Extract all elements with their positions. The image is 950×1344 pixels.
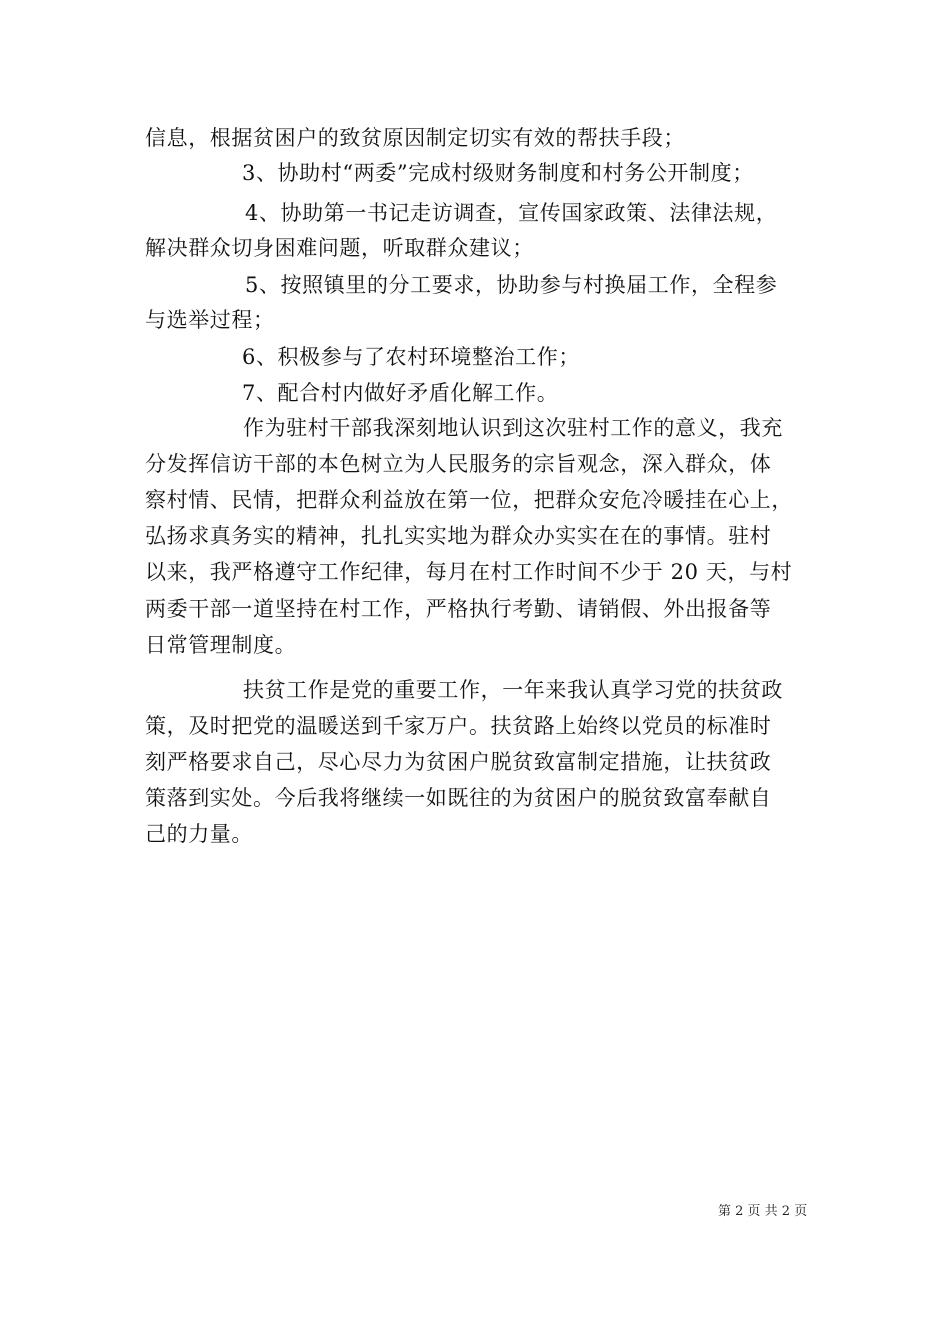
list-item-3: 3、协助村“两委”完成村级财务制度和村务公开制度； [242,161,754,185]
text-line: 两委干部一道坚持在村工作，严格执行考勤、请销假、外出报备等 [145,597,772,621]
text-line: 策，及时把党的温暖送到千家万户。扶贫路上始终以党员的标准时 [145,714,772,738]
text-line: 分发挥信访干部的本色树立为人民服务的宗旨观念，深入群众，体 [145,452,772,476]
list-item-6: 6、积极参与了农村环境整治工作； [242,345,580,369]
page-number: 第 2 页 共 2 页 [718,1204,808,1219]
text-line: 弘扬求真务实的精神，扎扎实实地为群众办实实在在的事情。驻村 [145,524,772,548]
paragraph-first-line: 扶贫工作是党的重要工作，一年来我认真学习党的扶贫政 [243,678,783,702]
text-line: 刻严格要求自己，尽心尽力为贫困户脱贫致富制定措施，让扶贫政 [145,750,772,774]
text-line: 察村情、民情，把群众利益放在第一位，把群众安危冷暖挂在心上， [145,488,793,512]
text-line: 策落到实处。今后我将继续一如既往的为贫困户的脱贫致富奉献自 [145,786,772,810]
text-line: 己的力量。 [145,822,253,846]
text-line: 信息，根据贫困户的致贫原因制定切实有效的帮扶手段； [145,126,685,150]
text-line: 与选举过程； [145,308,275,332]
paragraph-first-line: 作为驻村干部我深刻地认识到这次驻村工作的意义，我充 [243,416,783,440]
text-line: 日常管理制度。 [145,633,297,657]
list-item-5: 5、按照镇里的分工要求，协助参与村换届工作，全程参 [245,273,778,297]
text-line: 解决群众切身困难问题，听取群众建议； [145,236,534,260]
text-line: 以来，我严格遵守工作纪律，每月在村工作时间不少于 20 天，与村 [145,560,793,584]
list-item-7: 7、配合村内做好矛盾化解工作。 [242,381,559,405]
list-item-4: 4、协助第一书记走访调查，宣传国家政策、法律法规， [245,201,778,225]
